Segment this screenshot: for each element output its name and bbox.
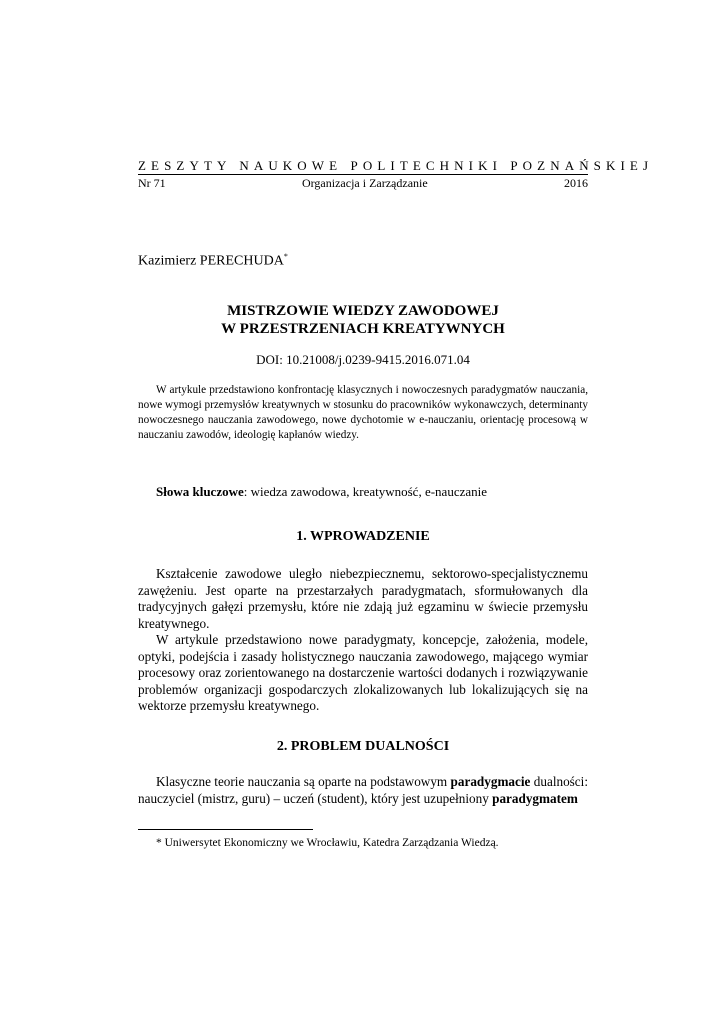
section2-term-paradygmatem: paradygmatem: [492, 790, 578, 806]
section2-text-a: Klasyczne teorie nauczania są oparte na podstawowym: [156, 774, 451, 789]
section-heading-2: 2. PROBLEM DUALNOŚCI: [276, 739, 450, 754]
section1-paragraph-1: Kształcenie zawodowe uległo niebezpiecznemu, sektorowo-specjalistycznemu zawężeniu. Jest oparte na przestarzałych paradygmatach, sformułowanych dla tradycyjnych gałęzi przemysłu, które nie zdają już egzaminu w świecie przemysłu kreatywnego.: [138, 566, 588, 631]
title-line-1: MISTRZOWIE WIEDZY ZAWODOWEJ: [227, 303, 499, 319]
section2-text-c: dualności: nauczyciel (mistrz, guru) – uczeń (student), który jest uzupełniony: [138, 774, 588, 806]
publication-year: 2016: [564, 176, 588, 190]
section2-paragraph-1: [138, 774, 588, 807]
author-name: Kazimierz PERECHUDA: [138, 253, 284, 269]
doi: DOI: 10.21008/j.0239-9415.2016.071.04: [256, 352, 470, 367]
article-title: [138, 302, 588, 338]
keywords-label: Słowa kluczowe: [156, 484, 244, 499]
header-rule: [138, 174, 588, 175]
issue-number: Nr 71: [138, 176, 166, 190]
footnote-rule: [138, 829, 313, 830]
abstract: W artykule przedstawiono konfrontację klasycznych i nowoczesnych paradygmatów nauczania, nowe wymogi przemysłów kreatywnych w stosunku do pracowników wykonawczych, determinanty nowoczesnego nauczania zawodowego, nowe dychotomie w e-nauczaniu, orientację procesową w nauczaniu zawodów, ideologię kapłanów wiedzy.: [138, 384, 588, 441]
keywords-text: : wiedza zawodowa, kreatywność, e-nauczanie: [243, 484, 488, 499]
author: [138, 252, 288, 270]
footnote: * Uniwersytet Ekonomiczny we Wrocławiu, Katedra Zarządzania Wiedzą.: [156, 837, 499, 849]
journal-series: Organizacja i Zarządzanie: [301, 176, 428, 190]
section1-paragraph-2: W artykule przedstawiono nowe paradygmaty, koncepcje, założenia, modele, optyki, podejścia i zasady holistycznego nauczania zawodowego, mającego wymiar procesowy oraz zorientowanego na dostarczenie wartości dodanych i rozwiązywanie problemów organizacji gospodarczych zlokalizowanych lub lokalizujących się na wektorze przemysłu kreatywnego.: [138, 632, 588, 713]
section-heading-1: 1. WPROWADZENIE: [296, 529, 430, 544]
section2-term-paradygmacie: paradygmacie: [450, 774, 531, 789]
header-row: [138, 176, 588, 191]
keywords: [156, 484, 487, 500]
journal-name: ZESZYTY NAUKOWE POLITECHNIKI POZNAŃSKIEJ: [138, 158, 654, 173]
author-footnote-mark: *: [283, 252, 288, 261]
title-line-2: W PRZESTRZENIACH KREATYWNYCH: [221, 321, 505, 337]
